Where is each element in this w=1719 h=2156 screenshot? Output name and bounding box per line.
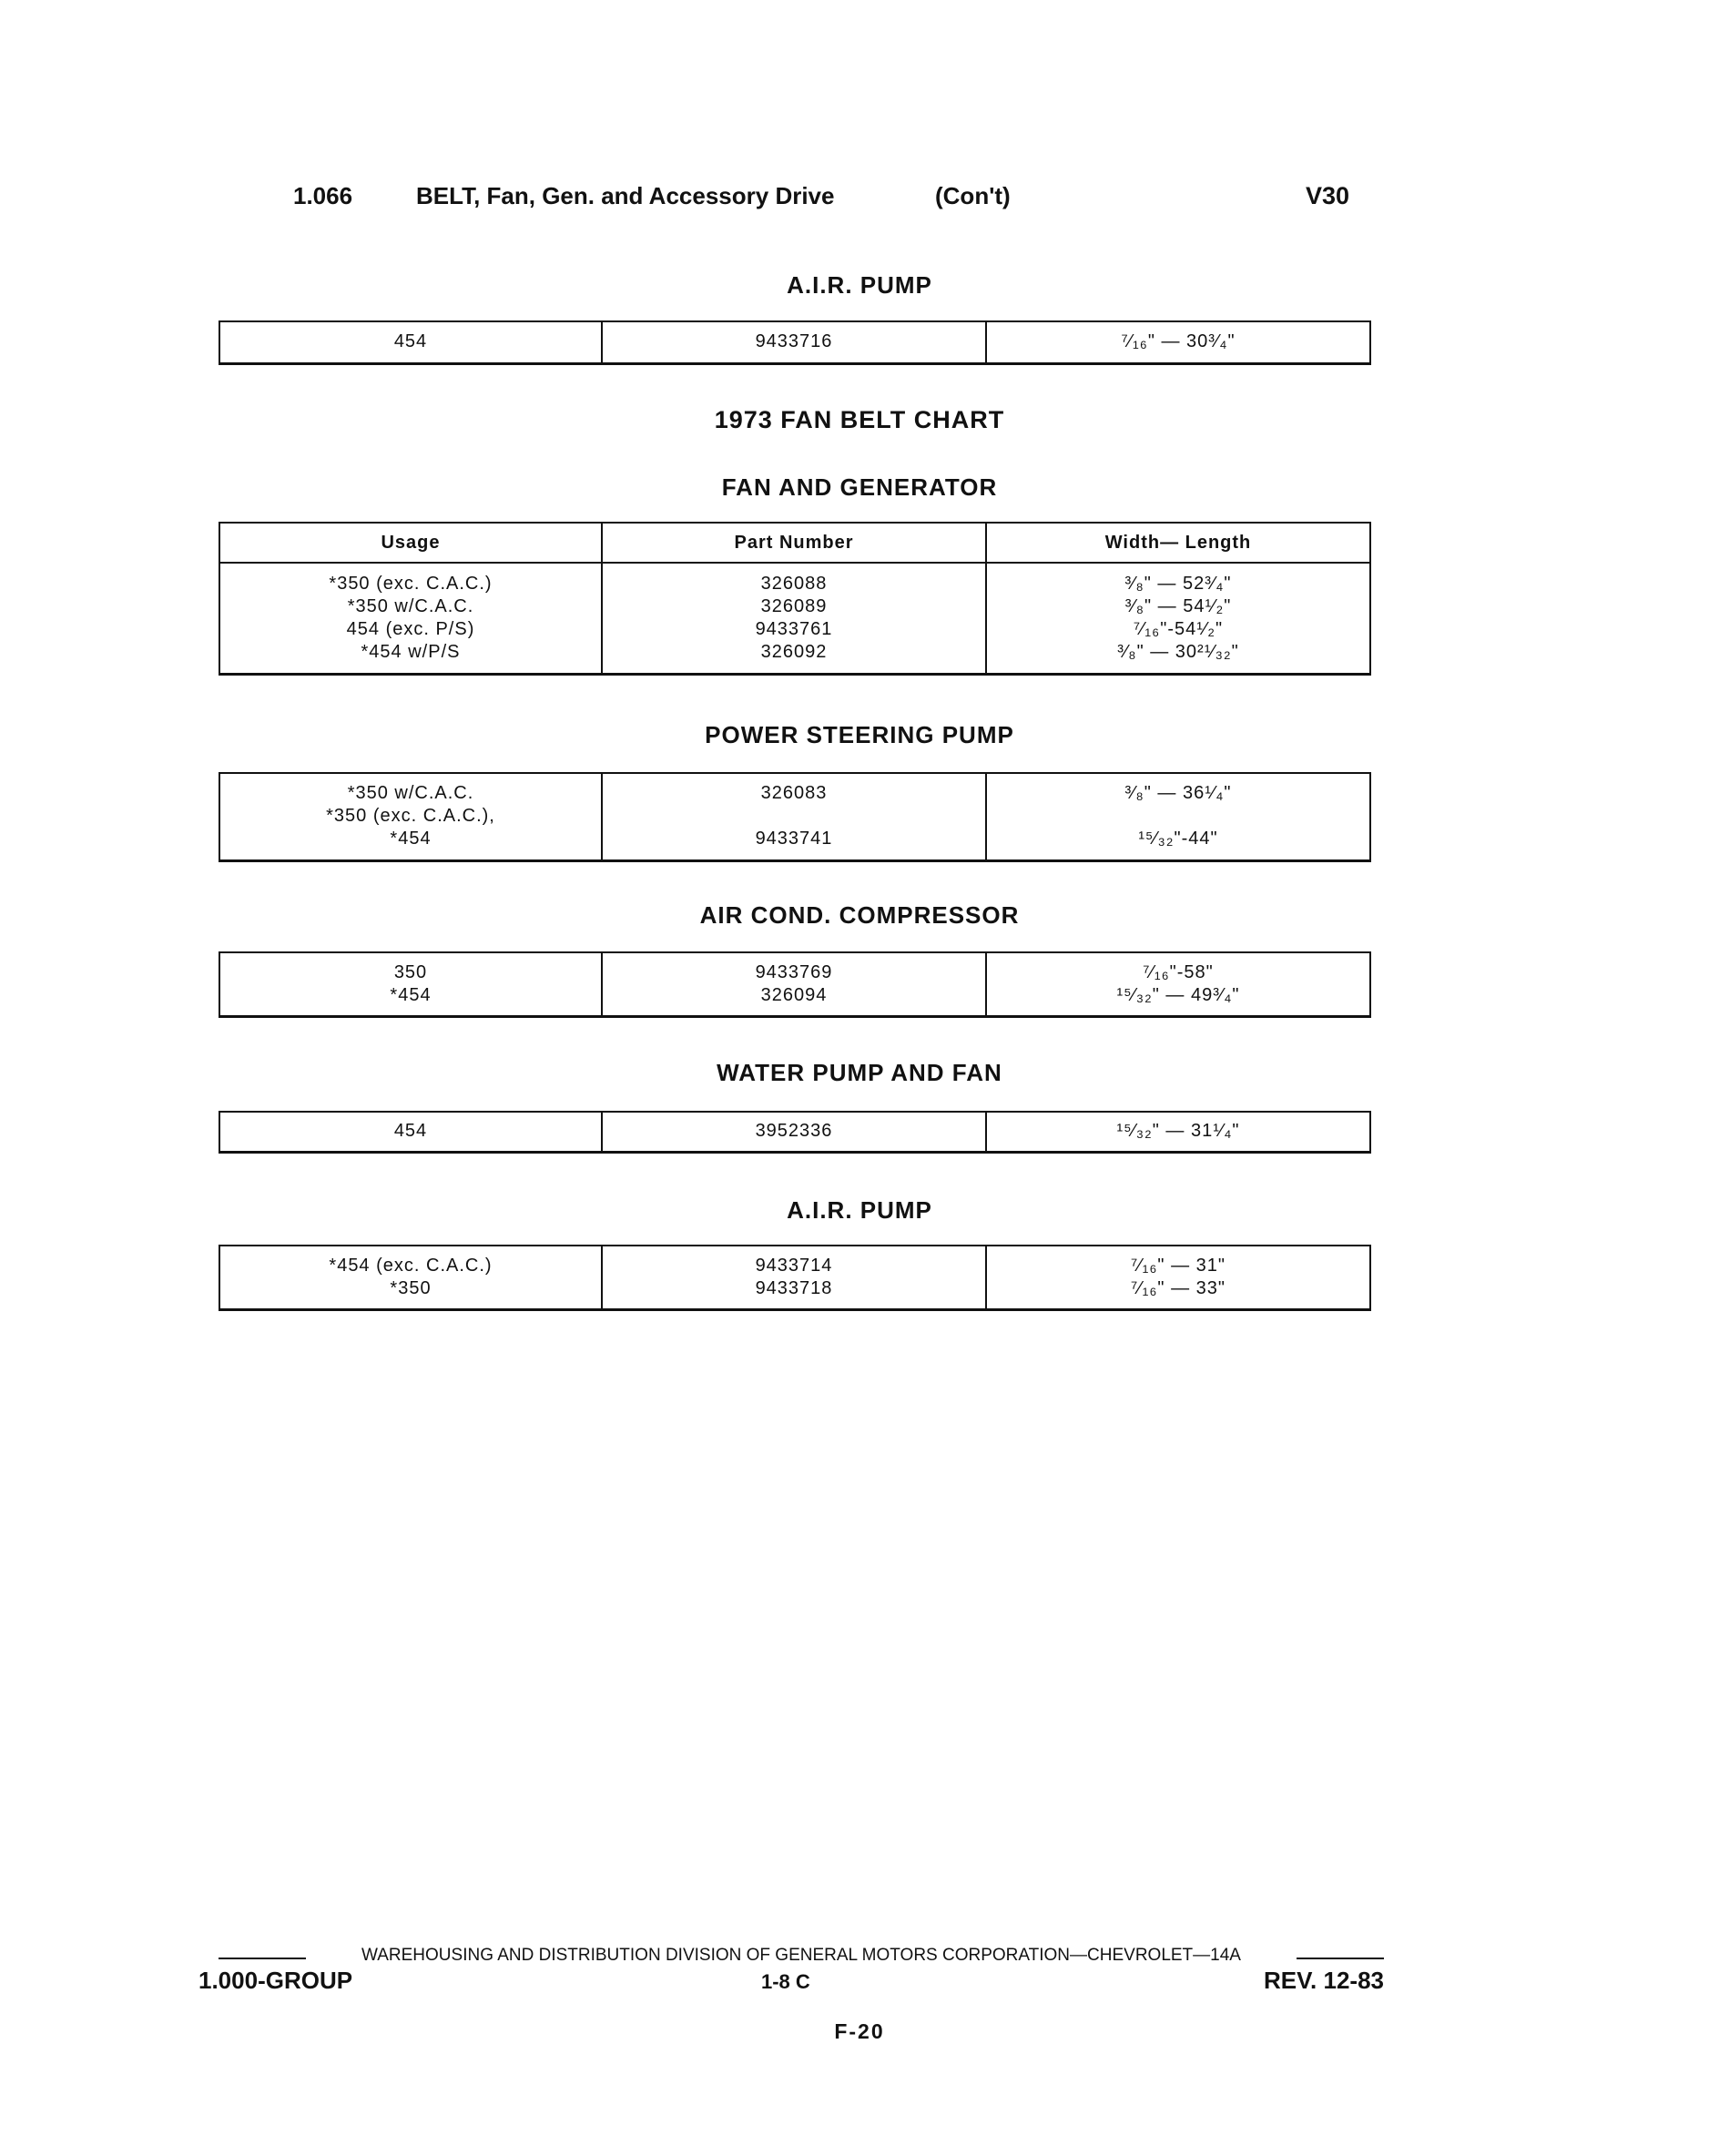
size-line: ⁷⁄₁₆"-54¹⁄₂"	[1133, 618, 1224, 639]
usage-cell	[219, 563, 602, 674]
usage-header: Usage	[219, 523, 602, 563]
air-pump-table	[219, 320, 1371, 365]
size-line: ³⁄₈" — 54¹⁄₂"	[1124, 595, 1232, 616]
usage-line: 454 (exc. P/S)	[346, 618, 475, 639]
continued-label: (Con't)	[935, 182, 1011, 209]
size-cell	[986, 773, 1370, 860]
power-steering-table	[219, 772, 1371, 862]
usage-cell: 454	[219, 321, 602, 363]
usage-line: *350	[390, 1277, 432, 1298]
air-pump-2-title: A.I.R. PUMP	[787, 1196, 932, 1224]
part-number-cell	[602, 563, 986, 674]
part-number-line: 9433769	[755, 961, 833, 982]
usage-cell	[219, 1246, 602, 1309]
part-number-line: 9433714	[755, 1255, 833, 1276]
row-spacer	[992, 805, 1364, 828]
part-number-cell	[602, 773, 986, 860]
chart-title: 1973 FAN BELT CHART	[714, 406, 1005, 433]
part-number-line: 9433718	[755, 1277, 833, 1298]
page-reference: 1-8 C	[761, 1970, 810, 1993]
part-number-cell	[602, 952, 986, 1016]
usage-cell: 454	[219, 1112, 602, 1152]
usage-line: *454	[390, 829, 432, 849]
size-line: ³⁄₈" — 52³⁄₄"	[1124, 573, 1232, 594]
usage-line: *350 (exc. C.A.C.)	[329, 573, 493, 594]
size-line: ⁷⁄₁₆" — 31"	[1131, 1255, 1226, 1276]
table-row	[219, 563, 1370, 674]
footer-rule-right	[1297, 1958, 1384, 1959]
usage-line: *454 (exc. C.A.C.)	[329, 1255, 493, 1276]
table-header-row	[219, 523, 1370, 563]
size-cell: ¹⁵⁄₃₂" — 31¹⁄₄"	[986, 1112, 1370, 1152]
footer-row	[198, 1967, 1384, 1998]
part-number-header: Part Number	[602, 523, 986, 563]
usage-line: *350 (exc. C.A.C.),	[326, 806, 495, 827]
size-line: ⁷⁄₁₆"-58"	[1143, 961, 1214, 982]
part-number-cell	[602, 1246, 986, 1309]
power-steering-title: POWER STEERING PUMP	[705, 721, 1014, 748]
usage-line: *454	[390, 984, 432, 1005]
revision-label: REV. 12-83	[1263, 1967, 1384, 1994]
part-number-line: 326092	[760, 641, 828, 662]
division-text: WAREHOUSING AND DISTRIBUTION DIVISION OF GENERAL MOTORS CORPORATION—CHEVROLET—14A	[361, 1946, 1241, 1965]
part-number-line: 326094	[760, 984, 828, 1005]
size-cell: ⁷⁄₁₆" — 30³⁄₄"	[986, 321, 1370, 363]
water-pump-title: WATER PUMP AND FAN	[717, 1059, 1002, 1086]
footer-rule-left	[219, 1958, 306, 1959]
group-label: 1.000-GROUP	[198, 1967, 353, 1994]
usage-cell	[219, 773, 602, 860]
part-number-line: 9433741	[755, 829, 833, 849]
usage-line: *350 w/C.A.C.	[347, 783, 474, 804]
fan-generator-title: FAN AND GENERATOR	[721, 473, 998, 501]
size-cell	[986, 952, 1370, 1016]
table-row	[219, 1112, 1370, 1152]
table-row	[219, 773, 1370, 860]
usage-line: *454 w/P/S	[361, 641, 461, 662]
part-number-line: 9433761	[755, 618, 833, 639]
air-pump-2-table	[219, 1245, 1371, 1311]
size-line: ³⁄₈" — 36¹⁄₄"	[1124, 783, 1232, 804]
usage-line: *350 w/C.A.C.	[347, 595, 474, 616]
air-cond-table	[219, 951, 1371, 1018]
size-line: ¹⁵⁄₃₂" — 49³⁄₄"	[1116, 984, 1240, 1005]
section-title: BELT, Fan, Gen. and Accessory Drive	[416, 182, 835, 209]
table-row	[219, 1246, 1370, 1309]
table-row	[219, 952, 1370, 1016]
part-number-cell: 3952336	[602, 1112, 986, 1152]
table-row	[219, 321, 1370, 363]
model-code: V30	[1305, 182, 1349, 209]
usage-line: 350	[393, 961, 428, 982]
air-cond-title: AIR COND. COMPRESSOR	[699, 901, 1020, 929]
water-pump-table	[219, 1111, 1371, 1154]
row-spacer	[608, 805, 980, 828]
width-length-header: Width— Length	[986, 523, 1370, 563]
size-line: ⁷⁄₁₆" — 33"	[1131, 1277, 1226, 1298]
part-number-cell: 9433716	[602, 321, 986, 363]
size-cell	[986, 1246, 1370, 1309]
part-number-line: 326088	[760, 573, 828, 594]
part-number-line: 326083	[760, 783, 828, 804]
size-line: ¹⁵⁄₃₂"-44"	[1138, 829, 1218, 849]
page-header	[293, 182, 1349, 219]
folio-number: F-20	[834, 2019, 885, 2043]
section-number: 1.066	[293, 182, 353, 209]
size-cell	[986, 563, 1370, 674]
footer-division-line	[219, 1946, 1384, 1968]
air-pump-title: A.I.R. PUMP	[787, 271, 932, 299]
fan-generator-table	[219, 522, 1371, 676]
size-line: ³⁄₈" — 30²¹⁄₃₂"	[1117, 641, 1239, 662]
usage-cell	[219, 952, 602, 1016]
part-number-line: 326089	[760, 595, 828, 616]
